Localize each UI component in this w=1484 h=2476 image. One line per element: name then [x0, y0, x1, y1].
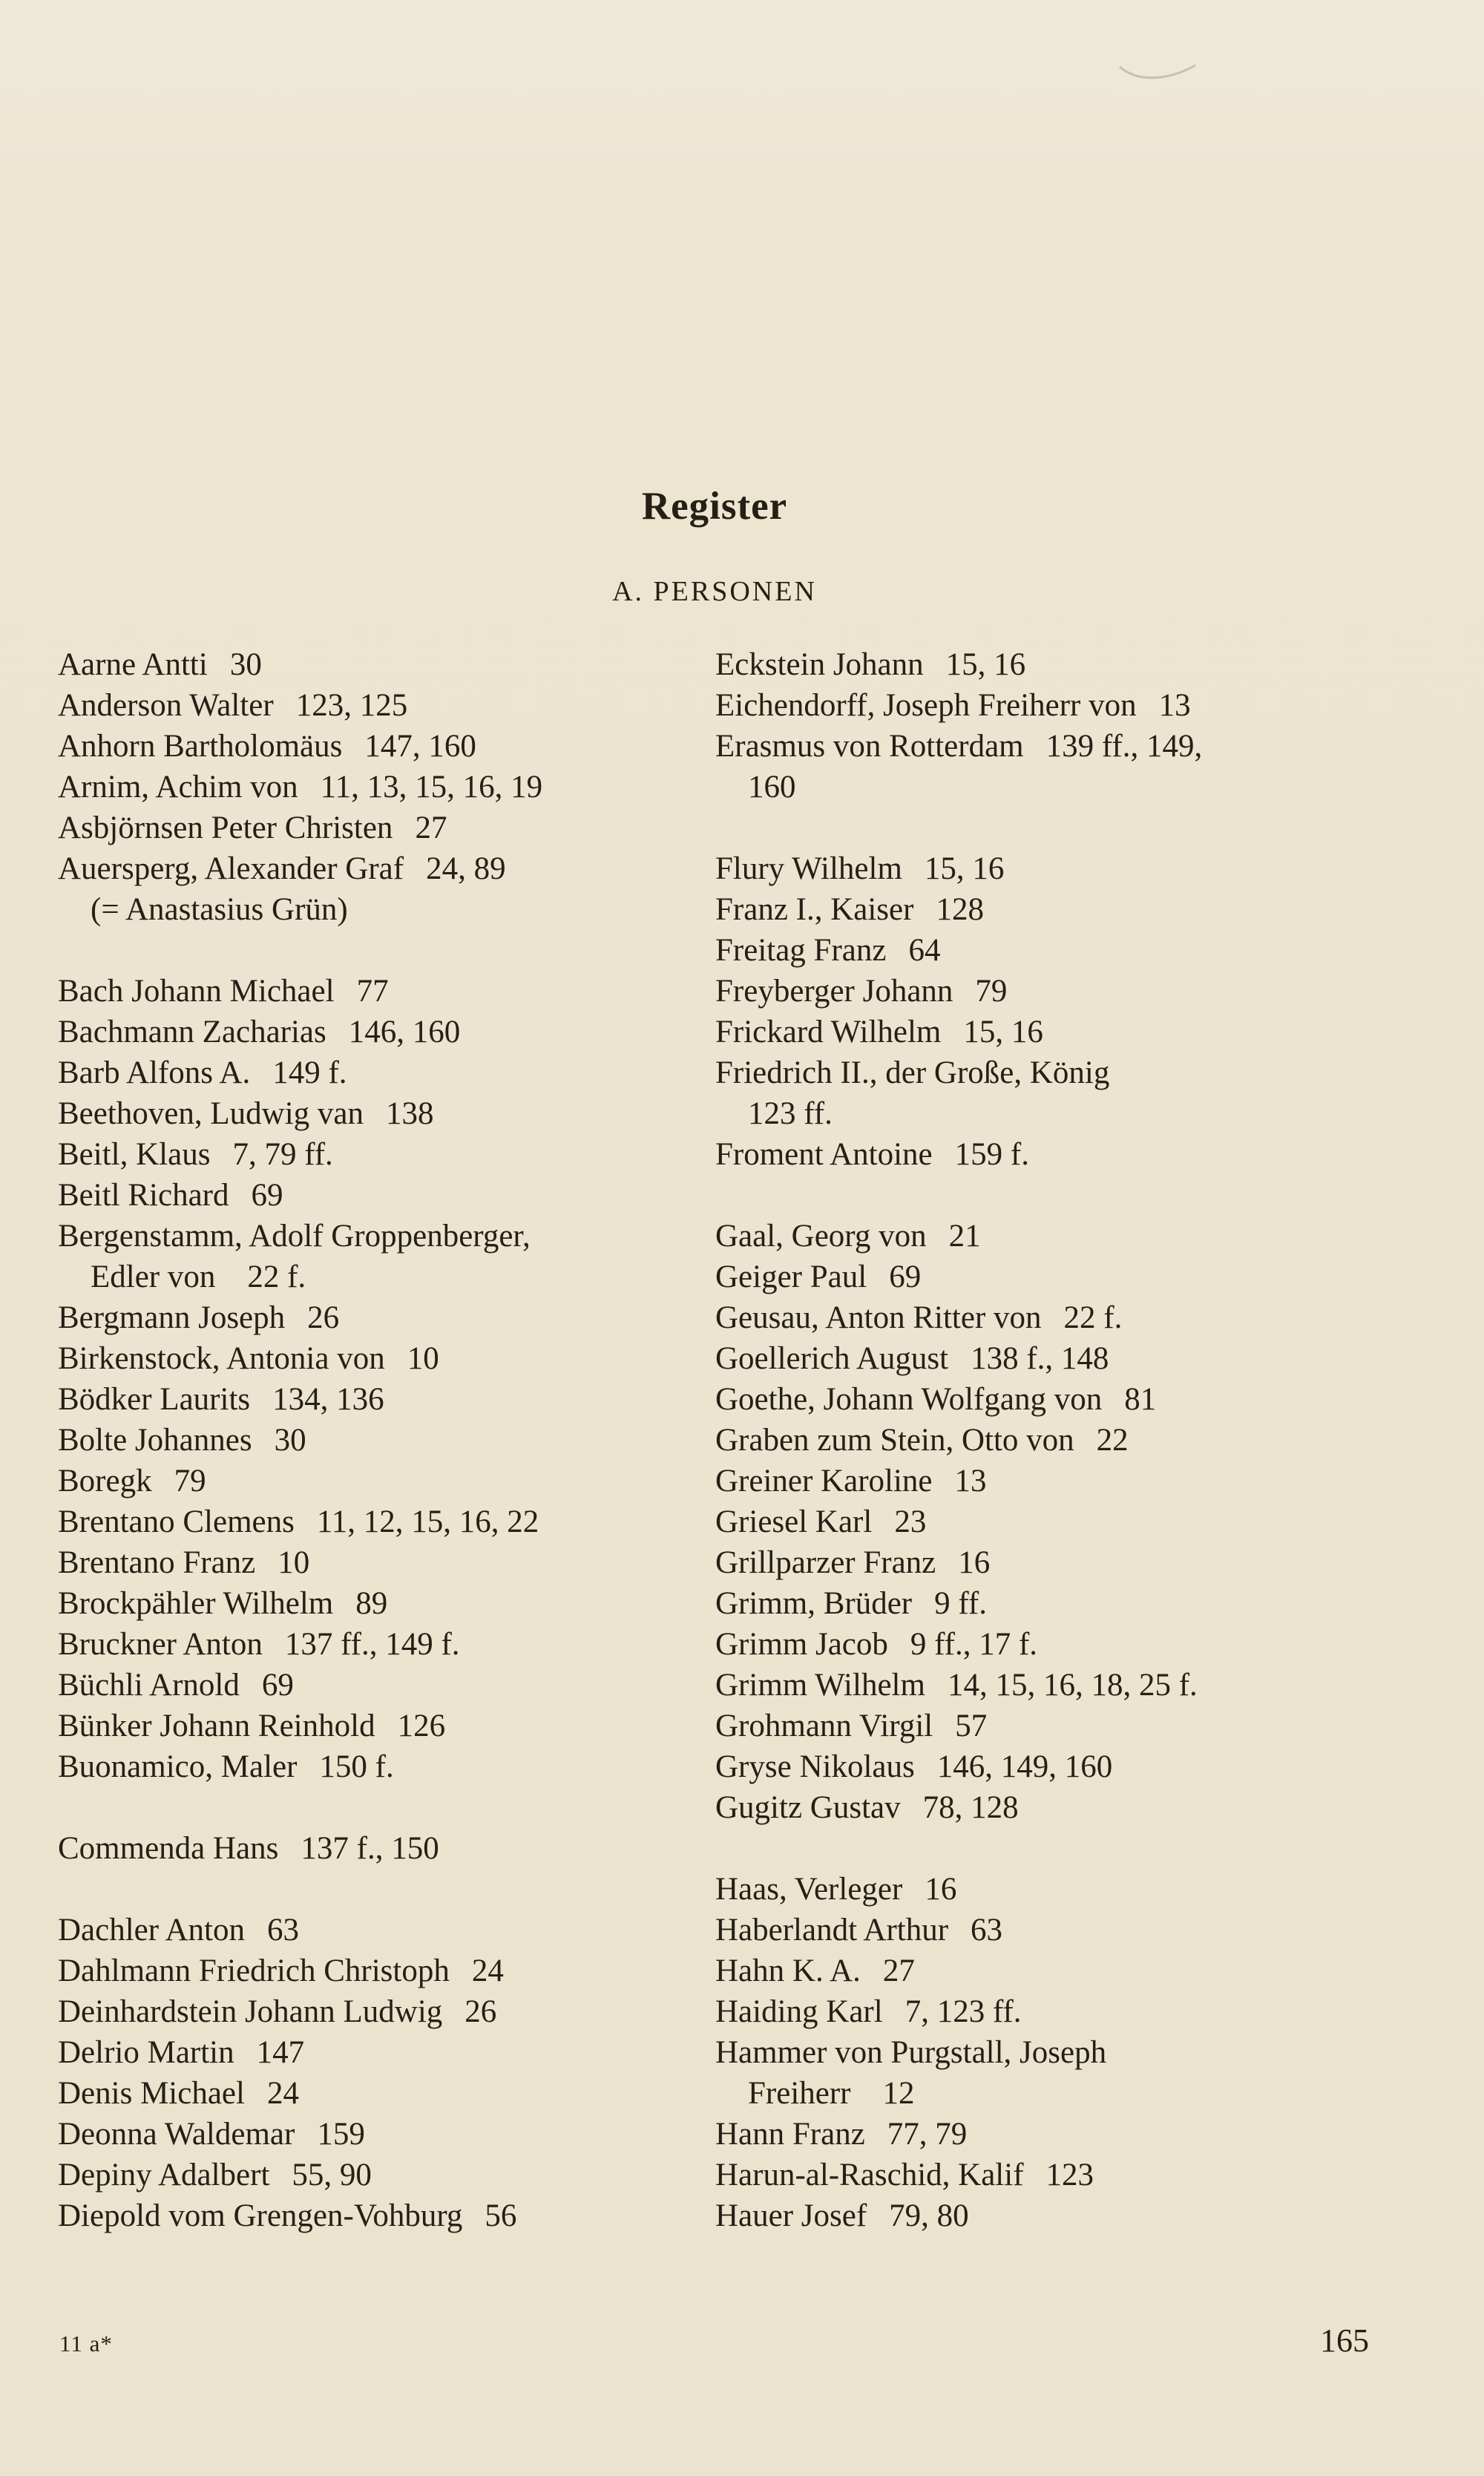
entry-pages: 81: [1124, 1382, 1157, 1417]
entry-line: [715, 1624, 1371, 1665]
entry-name: Eckstein Johann: [715, 647, 924, 682]
entry-line: [715, 1501, 1371, 1542]
entry-name: Bergenstamm, Adolf Groppenberger,: [58, 1219, 531, 1254]
entry-line: [715, 1991, 1371, 2032]
entry-name: Goethe, Johann Wolfgang von: [715, 1382, 1103, 1417]
entry-name: Haiding Karl: [715, 1994, 883, 2029]
entry-line: [715, 1420, 1371, 1461]
entry-name: Gaal, Georg von: [715, 1219, 927, 1254]
index-entry: [58, 1910, 693, 1951]
entry-line: [58, 1583, 693, 1624]
entry-pages: 63: [971, 1913, 1003, 1948]
index-entry: [58, 1542, 693, 1583]
entry-continuation: Edler von 22 f.: [91, 1260, 306, 1294]
index-entry: [715, 1542, 1371, 1583]
entry-name: Beitl Richard: [58, 1178, 229, 1213]
index-entry: [715, 1706, 1371, 1746]
entry-name: Bruckner Anton: [58, 1627, 263, 1662]
entry-pages: 63: [266, 1913, 299, 1948]
page-title: Register: [641, 485, 788, 528]
index-columns: [58, 644, 1371, 2236]
page-number: 165: [1320, 2322, 1369, 2359]
entry-name: Griesel Karl: [715, 1504, 873, 1539]
index-entry: [715, 1910, 1371, 1951]
entry-pages: 147: [256, 2035, 305, 2070]
entry-pages: 30: [274, 1423, 306, 1458]
entry-pages: 27: [415, 810, 447, 845]
entry-name: Anderson Walter: [58, 688, 274, 723]
index-entry: [58, 685, 693, 726]
index-entry: [58, 2114, 693, 2155]
index-entry: [715, 1216, 1371, 1257]
index-entry: [715, 1379, 1371, 1420]
section-heading: A. PERSONEN: [612, 576, 817, 607]
index-entry: [58, 2073, 693, 2114]
index-entry: [715, 848, 1371, 889]
entry-name: Asbjörnsen Peter Christen: [58, 810, 393, 845]
entry-name: Arnim, Achim von: [58, 770, 298, 805]
index-entry: [715, 685, 1371, 726]
index-entry: [58, 1134, 693, 1175]
index-entry: [58, 1175, 693, 1216]
entry-name: Erasmus von Rotterdam: [715, 729, 1024, 764]
entry-pages: 13: [954, 1464, 987, 1499]
entry-pages: 137 ff., 149 f.: [284, 1627, 460, 1662]
entry-name: Bergmann Joseph: [58, 1300, 286, 1335]
entry-pages: 55, 90: [292, 2158, 372, 2192]
entry-name: Beethoven, Ludwig van: [58, 1096, 364, 1131]
entry-line: [715, 1216, 1371, 1257]
entry-line: [715, 1134, 1371, 1175]
index-entry: [58, 1951, 693, 1991]
entry-line: [58, 1746, 693, 1787]
index-entry: [58, 1583, 693, 1624]
entry-name: Grimm Wilhelm: [715, 1668, 925, 1703]
entry-name: Bach Johann Michael: [58, 974, 335, 1009]
entry-name: Grillparzer Franz: [715, 1545, 936, 1580]
index-entry: [715, 1951, 1371, 1991]
index-entry: [715, 2155, 1371, 2195]
index-entry: [715, 1991, 1371, 2032]
entry-line: [715, 1257, 1371, 1297]
entry-name: Haas, Verleger: [715, 1872, 903, 1907]
entry-pages: 138: [386, 1096, 434, 1131]
printers-signature: 11 a*: [59, 2331, 113, 2357]
entry-name: Bünker Johann Reinhold: [58, 1709, 375, 1743]
entry-name: Bödker Laurits: [58, 1382, 251, 1417]
entry-pages: 15, 16: [924, 851, 1005, 886]
index-entry: [58, 1052, 693, 1093]
index-entry: [58, 1624, 693, 1665]
entry-pages: 9 ff.: [934, 1586, 987, 1621]
index-group: [715, 1216, 1371, 1828]
index-entry: [58, 1665, 693, 1706]
entry-pages: 79: [174, 1464, 206, 1499]
entry-line: [715, 1910, 1371, 1951]
entry-pages: 9 ff., 17 f.: [910, 1627, 1038, 1662]
entry-line: [715, 2195, 1371, 2236]
entry-pages: 24: [266, 2076, 299, 2111]
index-entry: [58, 2195, 693, 2236]
entry-line: [58, 1175, 693, 1216]
entry-name: Bachmann Zacharias: [58, 1015, 326, 1049]
entry-continuation: Freiherr 12: [748, 2076, 915, 2111]
index-entry: [715, 644, 1371, 685]
index-entry: [715, 1012, 1371, 1052]
entry-pages: 126: [397, 1709, 446, 1743]
index-entry: [58, 767, 693, 808]
index-entry: [58, 1012, 693, 1052]
entry-name: Goellerich August: [715, 1341, 949, 1376]
index-group: [715, 644, 1371, 808]
entry-line: [715, 685, 1371, 726]
entry-pages: 23: [894, 1504, 927, 1539]
entry-line: [58, 1338, 693, 1379]
entry-line: [58, 1706, 693, 1746]
entry-pages: 138 f., 148: [971, 1341, 1109, 1376]
entry-line: [58, 2032, 693, 2073]
entry-line: [58, 1501, 693, 1542]
entry-line: [715, 1297, 1371, 1338]
index-entry: [715, 1134, 1371, 1175]
entry-pages: 64: [908, 933, 941, 968]
index-entry: [58, 1828, 693, 1869]
index-entry: [715, 2032, 1371, 2114]
index-entry: [715, 930, 1371, 971]
index-entry: [58, 1461, 693, 1501]
entry-pages: 79, 80: [889, 2198, 969, 2233]
entry-line: [58, 726, 693, 767]
index-group: [58, 1910, 693, 2236]
index-entry: [715, 1420, 1371, 1461]
entry-line: [58, 644, 693, 685]
page-content: [58, 0, 1371, 2236]
entry-line: [715, 1012, 1371, 1052]
index-entry: [715, 1869, 1371, 1910]
index-entry: [715, 1461, 1371, 1501]
entry-line: [715, 971, 1371, 1012]
entry-continuation: 160: [748, 770, 796, 805]
index-entry: [58, 808, 693, 848]
index-entry: [58, 971, 693, 1012]
entry-line: [58, 1012, 693, 1052]
entry-pages: 10: [407, 1341, 439, 1376]
entry-name: Dahlmann Friedrich Christoph: [58, 1953, 450, 1988]
entry-pages: 77, 79: [887, 2117, 968, 2152]
index-column-left: [58, 644, 693, 2236]
entry-name: Depiny Adalbert: [58, 2158, 270, 2192]
entry-pages: 69: [251, 1178, 283, 1213]
entry-name: Beitl, Klaus: [58, 1137, 211, 1172]
entry-line: [58, 1828, 693, 1869]
entry-line: [715, 1951, 1371, 1991]
entry-pages: 11, 13, 15, 16, 19: [320, 770, 543, 805]
entry-name: Freyberger Johann: [715, 974, 953, 1009]
entry-pages: 26: [464, 1994, 497, 2029]
index-group: [58, 644, 693, 930]
entry-line: [715, 1542, 1371, 1583]
entry-pages: 69: [889, 1260, 922, 1294]
entry-pages: 89: [355, 1586, 388, 1621]
index-entry: [58, 1746, 693, 1787]
entry-pages: 146, 160: [348, 1015, 461, 1049]
index-entry: [58, 1093, 693, 1134]
index-entry: [715, 726, 1371, 808]
index-entry: [715, 1787, 1371, 1828]
entry-pages: 150 f.: [319, 1749, 394, 1784]
page-footer: [59, 2322, 1369, 2359]
entry-name: Frickard Wilhelm: [715, 1015, 942, 1049]
entry-line: [715, 848, 1371, 889]
entry-name: Hahn K. A.: [715, 1953, 861, 1988]
entry-continuation: (= Anastasius Grün): [91, 892, 348, 927]
entry-name: Haberlandt Arthur: [715, 1913, 949, 1948]
entry-line: [715, 644, 1371, 685]
entry-name: Hann Franz: [715, 2117, 865, 2152]
entry-pages: 10: [278, 1545, 310, 1580]
entry-line: [58, 2195, 693, 2236]
entry-line: [58, 1542, 693, 1583]
entry-pages: 77: [356, 974, 389, 1009]
entry-name: Bolte Johannes: [58, 1423, 252, 1458]
entry-line: [58, 1052, 693, 1093]
index-entry: [58, 1991, 693, 2032]
entry-line: [58, 1379, 693, 1420]
entry-name: Gugitz Gustav: [715, 1790, 901, 1825]
index-entry: [58, 848, 693, 930]
entry-line: [715, 930, 1371, 971]
index-group: [715, 848, 1371, 1175]
index-entry: [715, 2195, 1371, 2236]
index-entry: [58, 1379, 693, 1420]
entry-line: [58, 808, 693, 848]
entry-name: Flury Wilhelm: [715, 851, 902, 886]
entry-name: Büchli Arnold: [58, 1668, 240, 1703]
entry-pages: 57: [955, 1709, 988, 1743]
index-entry: [715, 1052, 1371, 1134]
entry-name: Eichendorff, Joseph Freiherr von: [715, 688, 1137, 723]
entry-name: Grohmann Virgil: [715, 1709, 933, 1743]
entry-name: Franz I., Kaiser: [715, 892, 914, 927]
index-entry: [715, 1583, 1371, 1624]
index-entry: [58, 1338, 693, 1379]
entry-pages: 16: [925, 1872, 957, 1907]
entry-name: Aarne Antti: [58, 647, 208, 682]
entry-pages: 15, 16: [945, 647, 1026, 682]
entry-name: Dachler Anton: [58, 1913, 245, 1948]
entry-line: [58, 1910, 693, 1951]
entry-line: [58, 1951, 693, 1991]
entry-line: [715, 1461, 1371, 1501]
entry-pages: 78, 128: [922, 1790, 1019, 1825]
entry-pages: 14, 15, 16, 18, 25 f.: [947, 1668, 1198, 1703]
entry-pages: 13: [1158, 688, 1191, 723]
entry-name: Auersperg, Alexander Graf: [58, 851, 404, 886]
entry-line: [715, 1787, 1371, 1828]
entry-pages: 146, 149, 160: [936, 1749, 1113, 1784]
entry-name: Graben zum Stein, Otto von: [715, 1423, 1074, 1458]
entry-line: [58, 1420, 693, 1461]
entry-line: [715, 1665, 1371, 1706]
entry-name: Gryse Nikolaus: [715, 1749, 915, 1784]
entry-line: [58, 1461, 693, 1501]
entry-name: Deinhardstein Johann Ludwig: [58, 1994, 443, 2029]
entry-name: Boregk: [58, 1464, 152, 1499]
entry-line: [715, 1706, 1371, 1746]
entry-line: [715, 889, 1371, 930]
entry-pages: 123: [1045, 2158, 1094, 2192]
entry-name: Hammer von Purgstall, Joseph: [715, 2035, 1107, 2070]
entry-pages: 159: [317, 2117, 365, 2152]
entry-name: Diepold vom Grengen-Vohburg: [58, 2198, 463, 2233]
index-entry: [58, 2032, 693, 2073]
index-entry: [715, 1501, 1371, 1542]
index-entry: [715, 889, 1371, 930]
entry-name: Grimm, Brüder: [715, 1586, 913, 1621]
entry-pages: 24: [471, 1953, 504, 1988]
entry-line: [715, 2155, 1371, 2195]
entry-name: Harun-al-Raschid, Kalif: [715, 2158, 1024, 2192]
entry-name: Froment Antoine: [715, 1137, 933, 1172]
index-entry: [715, 1297, 1371, 1338]
entry-pages: 147, 160: [364, 729, 476, 764]
entry-name: Delrio Martin: [58, 2035, 234, 2070]
entry-name: Friedrich II., der Große, König: [715, 1055, 1110, 1090]
entry-pages: 27: [882, 1953, 915, 1988]
entry-name: Geusau, Anton Ritter von: [715, 1300, 1042, 1335]
entry-line: [58, 1134, 693, 1175]
entry-line: [58, 1297, 693, 1338]
entry-pages: 123, 125: [295, 688, 408, 723]
index-entry: [715, 1338, 1371, 1379]
entry-pages: 11, 12, 15, 16, 22: [316, 1504, 539, 1539]
entry-continuation: 123 ff.: [748, 1096, 833, 1131]
entry-line: [715, 1052, 1371, 1093]
entry-pages: 56: [485, 2198, 517, 2233]
entry-line: [58, 2155, 693, 2195]
entry-line: [715, 1379, 1371, 1420]
index-entry: [58, 1501, 693, 1542]
entry-name: Geiger Paul: [715, 1260, 867, 1294]
entry-name: Commenda Hans: [58, 1831, 279, 1866]
entry-pages: 128: [936, 892, 984, 927]
entry-pages: 15, 16: [963, 1015, 1043, 1049]
entry-line: [58, 1665, 693, 1706]
entry-pages: 159 f.: [954, 1137, 1029, 1172]
entry-pages: 137 f., 150: [301, 1831, 439, 1866]
entry-pages: 24, 89: [426, 851, 506, 886]
index-entry: [58, 1706, 693, 1746]
entry-line: [715, 1338, 1371, 1379]
index-entry: [715, 1624, 1371, 1665]
entry-pages: 22: [1096, 1423, 1129, 1458]
entry-line: [715, 2114, 1371, 2155]
entry-name: Deonna Waldemar: [58, 2117, 295, 2152]
entry-name: Greiner Karoline: [715, 1464, 933, 1499]
index-entry: [715, 1665, 1371, 1706]
entry-pages: 7, 123 ff.: [904, 1994, 1022, 2029]
entry-line: [715, 2032, 1371, 2073]
entry-pages: 26: [307, 1300, 340, 1335]
entry-pages: 79: [975, 974, 1008, 1009]
index-group: [58, 971, 693, 1787]
index-entry: [58, 2155, 693, 2195]
entry-name: Brentano Franz: [58, 1545, 256, 1580]
index-entry: [58, 1216, 693, 1297]
entry-name: Grimm Jacob: [715, 1627, 888, 1662]
index-entry: [715, 971, 1371, 1012]
entry-line: [58, 1093, 693, 1134]
entry-name: Freitag Franz: [715, 933, 887, 968]
index-entry: [715, 2114, 1371, 2155]
entry-line: [58, 767, 693, 808]
entry-line: [715, 1746, 1371, 1787]
index-group: [715, 1869, 1371, 2236]
entry-line: [58, 848, 693, 889]
entry-name: Anhorn Bartholomäus: [58, 729, 343, 764]
entry-line: [715, 1869, 1371, 1910]
index-column-right: [715, 644, 1371, 2236]
entry-line: [715, 726, 1371, 767]
index-entry: [58, 1420, 693, 1461]
entry-pages: 22 f.: [1063, 1300, 1123, 1335]
entry-name: Birkenstock, Antonia von: [58, 1341, 385, 1376]
entry-line: [58, 2073, 693, 2114]
entry-line: [715, 1583, 1371, 1624]
entry-pages: 69: [261, 1668, 294, 1703]
index-group: [58, 1828, 693, 1869]
entry-pages: 139 ff., 149,: [1045, 729, 1203, 764]
entry-pages: 134, 136: [272, 1382, 384, 1417]
entry-name: Denis Michael: [58, 2076, 245, 2111]
entry-line: [58, 1624, 693, 1665]
entry-name: Barb Alfons A.: [58, 1055, 251, 1090]
entry-pages: 30: [229, 647, 262, 682]
index-entry: [58, 726, 693, 767]
entry-pages: 7, 79 ff.: [232, 1137, 333, 1172]
index-entry: [58, 1297, 693, 1338]
entry-name: Hauer Josef: [715, 2198, 867, 2233]
entry-line: [58, 971, 693, 1012]
index-entry: [715, 1746, 1371, 1787]
entry-line: [58, 1991, 693, 2032]
entry-pages: 16: [958, 1545, 991, 1580]
entry-line: [58, 1216, 693, 1257]
entry-pages: 21: [948, 1219, 981, 1254]
entry-pages: 149 f.: [272, 1055, 347, 1090]
index-entry: [58, 644, 693, 685]
index-entry: [715, 1257, 1371, 1297]
entry-name: Buonamico, Maler: [58, 1749, 298, 1784]
entry-name: Brentano Clemens: [58, 1504, 295, 1539]
entry-line: [58, 685, 693, 726]
entry-name: Brockpähler Wilhelm: [58, 1586, 334, 1621]
entry-line: [58, 2114, 693, 2155]
